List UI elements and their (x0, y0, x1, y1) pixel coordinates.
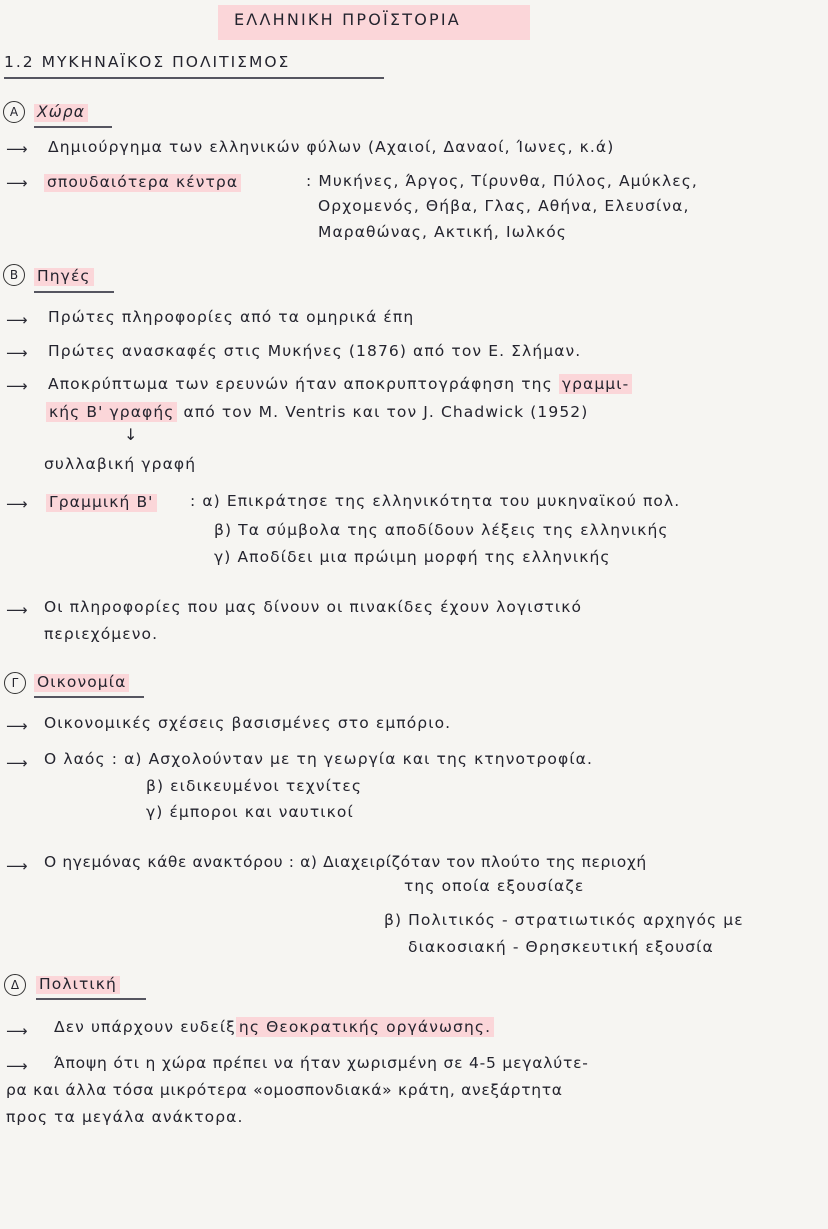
section-b-line-9: Οι πληροφορίες που μας δίνουν οι πινακίδες έχουν λογιστικό (44, 598, 583, 616)
section-b-line-10: περιεχόμενο. (44, 625, 159, 643)
section-c-line-8: διακοσιακή - Θρησκευτική εξουσία (408, 938, 714, 956)
section-c-line-5: Ο ηγεμόνας κάθε ανακτόρου : α) Διαχειρίζόταν τον πλούτο της περιοχή (44, 853, 647, 871)
bullet-arrow-icon: ⟶ (6, 311, 28, 329)
section-b-line-6: : α) Επικράτησε της ελληνικότητα του μυκηναϊκού πολ. (190, 492, 681, 510)
section-d-heading: Πολιτική (36, 976, 120, 994)
section-d-line-2: Άποψη ότι η χώρα πρέπει να ήταν χωρισμένη σε 4-5 μεγαλύτε- (54, 1054, 589, 1072)
down-arrow-icon: ↓ (124, 425, 138, 444)
section-b-line-7: β) Τα σύμβολα της αποδίδουν λέξεις της ελληνικής (214, 521, 669, 539)
section-a-marker: A (3, 101, 25, 123)
section-b-line-6-label: Γραμμική Β' (46, 494, 157, 512)
section-b-line-2: Πρώτες ανασκαφές στις Μυκήνες (1876) από τον Ε. Σλήμαν. (48, 342, 582, 360)
section-c-line-1: Οικονομικές σχέσεις βασισμένες στο εμπόριο. (44, 714, 452, 732)
section-d-line-4: προς τα μεγάλα ανάκτορα. (6, 1108, 244, 1126)
section-b-line-4: κής Β' γραφής από τον Μ. Ventris και τον J. Chadwick (1952) (46, 405, 588, 421)
section-d-line-3: ρα και άλλα τόσα μικρότερα «ομοσπονδιακά» κράτη, ανεξάρτητα (6, 1081, 563, 1099)
section-a-underline (34, 126, 112, 128)
section-a-line-4: Μαραθώνας, Ακτική, Ιωλκός (318, 223, 568, 241)
section-a-heading: Χώρα (34, 104, 88, 122)
section-a-line-1: Δημιούργημα των ελληνικών φύλων (Αχαιοί, Δαναοί, Ίωνες, κ.ά) (48, 138, 615, 156)
section-c-line-6: της οποία εξουσίαζε (404, 877, 585, 895)
highlighted-word: γραμμι- (559, 374, 633, 394)
section-d-marker: Δ (4, 974, 26, 996)
bullet-arrow-icon: ⟶ (6, 140, 28, 158)
section-c-heading: Οικονομία (34, 674, 129, 692)
bullet-arrow-icon: ⟶ (6, 1057, 28, 1075)
section-b-underline (34, 291, 114, 293)
section-c-underline (34, 696, 144, 698)
section-c-line-3: β) ειδικευμένοι τεχνίτες (146, 777, 363, 795)
section-d-underline (36, 998, 146, 1000)
bullet-arrow-icon: ⟶ (6, 174, 28, 192)
section-c-line-2: Ο λαός : α) Ασχολούνταν με τη γεωργία και της κτηνοτροφία. (44, 750, 594, 768)
chapter-heading: 1.2 ΜΥΚΗΝΑΪΚΟΣ ΠΟΛΙΤΙΣΜΟΣ (4, 53, 291, 71)
section-c-line-4: γ) έμποροι και ναυτικοί (146, 803, 354, 821)
section-b-line-3: Αποκρύπτωμα των ερευνών ήταν αποκρυπτογράφηση της γραμμι- (48, 377, 632, 393)
section-d-line-1: Δεν υπάρχουν ευδείξ ης Θεοκρατικής οργάνωσης. (54, 1020, 494, 1036)
page-title: ΕΛΛΗΝΙΚΗ ΠΡΟΪΣΤΟΡΙΑ (234, 10, 461, 29)
highlighted-word: ης Θεοκρατικής οργάνωσης. (236, 1017, 494, 1037)
section-b-line-5: συλλαβική γραφή (44, 455, 197, 473)
section-b-line-8: γ) Αποδίδει μια πρώιμη μορφή της ελληνικής (214, 548, 611, 566)
section-c-marker: Γ (4, 672, 26, 694)
highlighted-phrase: κής Β' γραφής (46, 402, 177, 422)
bullet-arrow-icon: ⟶ (6, 377, 28, 395)
bullet-arrow-icon: ⟶ (6, 495, 28, 513)
bullet-arrow-icon: ⟶ (6, 601, 28, 619)
bullet-arrow-icon: ⟶ (6, 344, 28, 362)
bullet-arrow-icon: ⟶ (6, 1022, 28, 1040)
bullet-arrow-icon: ⟶ (6, 717, 28, 735)
chapter-underline (4, 77, 384, 79)
section-b-heading: Πηγές (34, 268, 94, 286)
section-b-marker: B (3, 264, 25, 286)
section-c-line-7: β) Πολιτικός - στρατιωτικός αρχηγός με (384, 911, 744, 929)
section-b-line-1: Πρώτες πληροφορίες από τα ομηρικά έπη (48, 308, 415, 326)
section-a-line-2: : Μυκήνες, Άργος, Τίρυνθα, Πύλος, Αμύκλες, (306, 172, 698, 190)
section-a-line-3: Ορχομενός, Θήβα, Γλας, Αθήνα, Ελευσίνα, (318, 197, 690, 215)
section-a-line-2-label: σπουδαιότερα κέντρα (44, 174, 241, 192)
bullet-arrow-icon: ⟶ (6, 857, 28, 875)
bullet-arrow-icon: ⟶ (6, 754, 28, 772)
